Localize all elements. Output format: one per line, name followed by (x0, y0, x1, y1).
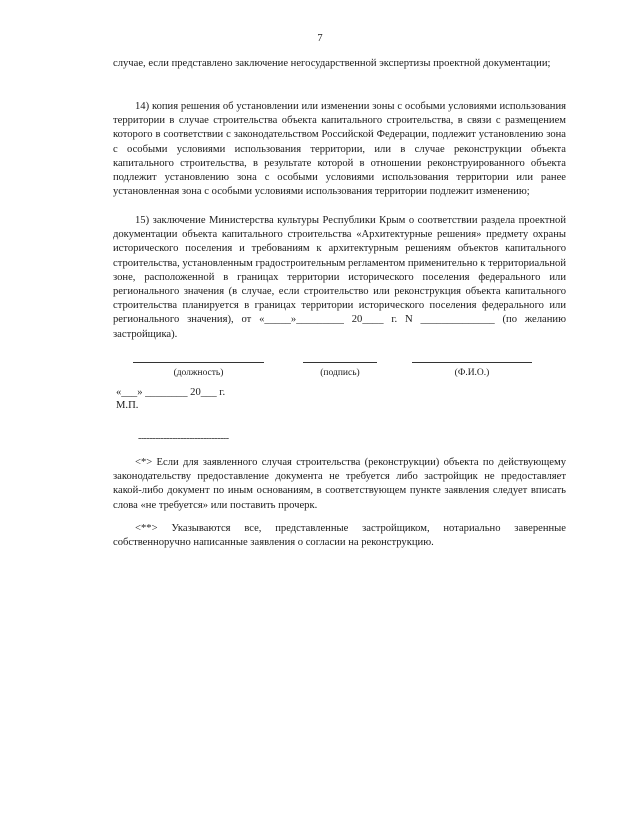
signature-line (303, 362, 377, 363)
position-label: (должность) (173, 368, 224, 378)
footnote-separator: -------------------------------- (138, 433, 229, 444)
date-line: «___» ________ 20___ г. (116, 387, 226, 398)
list-item-14: 14) копия решения об установлении или изменении зоны с особыми условиями использования территории в случае строительства объекта капитального строительства, в связи с размещением которого в соответствии с законодательством Российской Федерации, подлежит установлению зона с особыми условиями использования территории, или в случае реконструкции объекта капитального строительства, в результате которой в отношении реконструированного объекта подлежит установлению зона с особыми условиями использования территории или ранее установленная зона с особыми условиями использования территории подлежит изменению; (113, 101, 566, 198)
paragraph-continuation: случае, если представлено заключение негосударственной экспертизы проектной документации; (113, 58, 551, 69)
name-label: (Ф.И.О.) (454, 368, 490, 378)
position-signature-line (133, 362, 264, 363)
name-signature-line (412, 362, 532, 363)
stamp-place: М.П. (116, 400, 139, 411)
footnote-1: <*> Если для заявленного случая строительства (реконструкции) объекта по действующему законодательству предоставление документа не требуется либо застройщик не предоставляет какой-либо документ по иным основаниям, в соответствующем пункте заявления следует вписать слова «не требуется» или поставить прочерк. (113, 457, 566, 511)
list-item-15: 15) заключение Министерства культуры Республики Крым о соответствии раздела проектной документации объекта капитального строительства «Архитектурные решения» предмету охраны исторического поселения и требованиям к архитектурным решениям объектов капитального строительства, установленным градостроительным регламентом применительно к территориальной зоне, расположенной в границах территории исторического поселения федерального или регионального значения (в случае, если строительство или реконструкция объекта капитального строительства планируется в границах территории исторического поселения федерального или регионального значения), от «_____»_________ 20____ г. N ______________ (по желанию застройщика). (113, 215, 567, 340)
footnote-2: <**> Указываются все, представленные застройщиком, нотариально заверенные собственноручно написанные заявления о согласии на реконструкцию. (113, 523, 566, 549)
signature-label: (подпись) (320, 368, 360, 378)
page-number: 7 (317, 33, 323, 44)
